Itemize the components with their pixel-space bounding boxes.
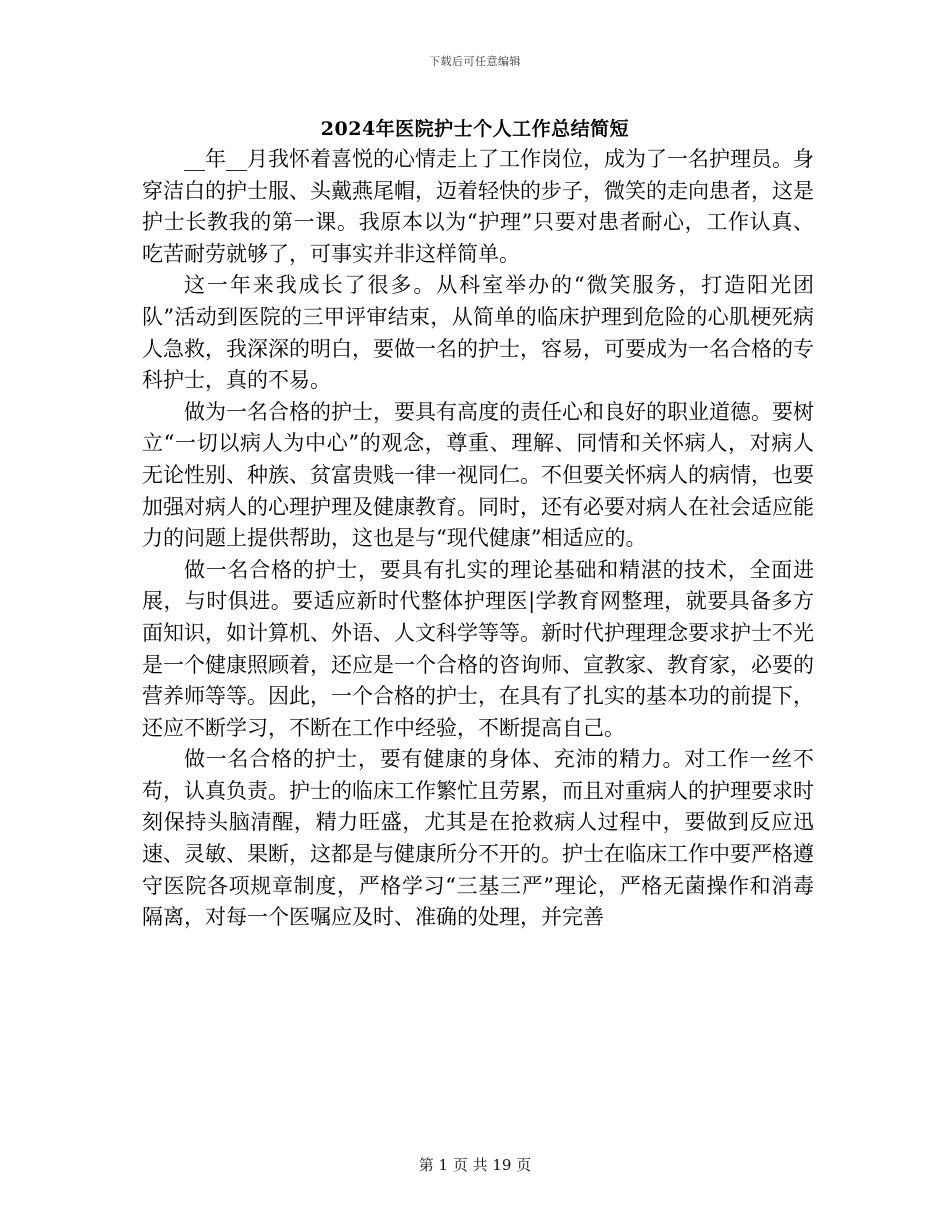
paragraph-4: 做一名合格的护士，要具有扎实的理论基础和精湛的技术，全面进展，与时俱进。要适应新时代整体护理医|学教育网整理，就要具备多方面知识，如计算机、外语、人文科学等等。新时代护理理念要求护士不光是一个健康照顾着，还应是一个合格的咨询师、宣教家、教育家，必要的营养师等等。因此，一个合格的护士，在具有了扎实的基本功的前提下，还应不断学习，不断在工作中经验，不断提高自己。 (142, 557, 814, 740)
header-note: 下载后可任意编辑 (429, 55, 521, 68)
paragraph-1: __年__月我怀着喜悦的心情走上了工作岗位，成为了一名护理员。身穿洁白的护士服、头戴燕尾帽，迈着轻快的步子，微笑的走向患者，这是护士长教我的第一课。我原本以为“护理”只要对患者耐心，工作认真、吃苦耐劳就够了，可事实并非这样简单。 (142, 147, 814, 266)
paragraph-2: 这一年来我成长了很多。从科室举办的“微笑服务，打造阳光团队”活动到医院的三甲评审结束，从简单的临床护理到危险的心肌梗死病人急救，我深深的明白，要做一名的护士，容易，可要成为一名合格的专科护士，真的不易。 (142, 273, 814, 393)
paragraph-5: 做一名合格的护士，要有健康的身体、充沛的精力。对工作一丝不苟，认真负责。护士的临床工作繁忙且劳累，而且对重病人的护理要求时刻保持头脑清醒，精力旺盛，尤其是在抢救病人过程中，要做到反应迅速、灵敏、果断，这都是与健康所分不开的。护士在临床工作中要严格遵守医院各项规章制度，严格学习“三基三严”理论，严格无菌操作和消毒隔离，对每一个医嘱应及时、准确的处理，并完善 (142, 747, 814, 930)
document-title: 2024年医院护士个人工作总结简短 (320, 118, 630, 140)
paragraph-3: 做为一名合格的护士，要具有高度的责任心和良好的职业道德。要树立“一切以病人为中心”的观念，尊重、理解、同情和关怀病人，对病人无论性别、种族、贫富贵贱一律一视同仁。不但要关怀病人的病情，也要加强对病人的心理护理及健康教育。同时，还有必要对病人在社会适应能力的问题上提供帮助，这也是与“现代健康”相适应的。 (142, 399, 814, 551)
page-number-footer: 第 1 页 共 19 页 (418, 1156, 532, 1174)
document-body (142, 144, 814, 934)
